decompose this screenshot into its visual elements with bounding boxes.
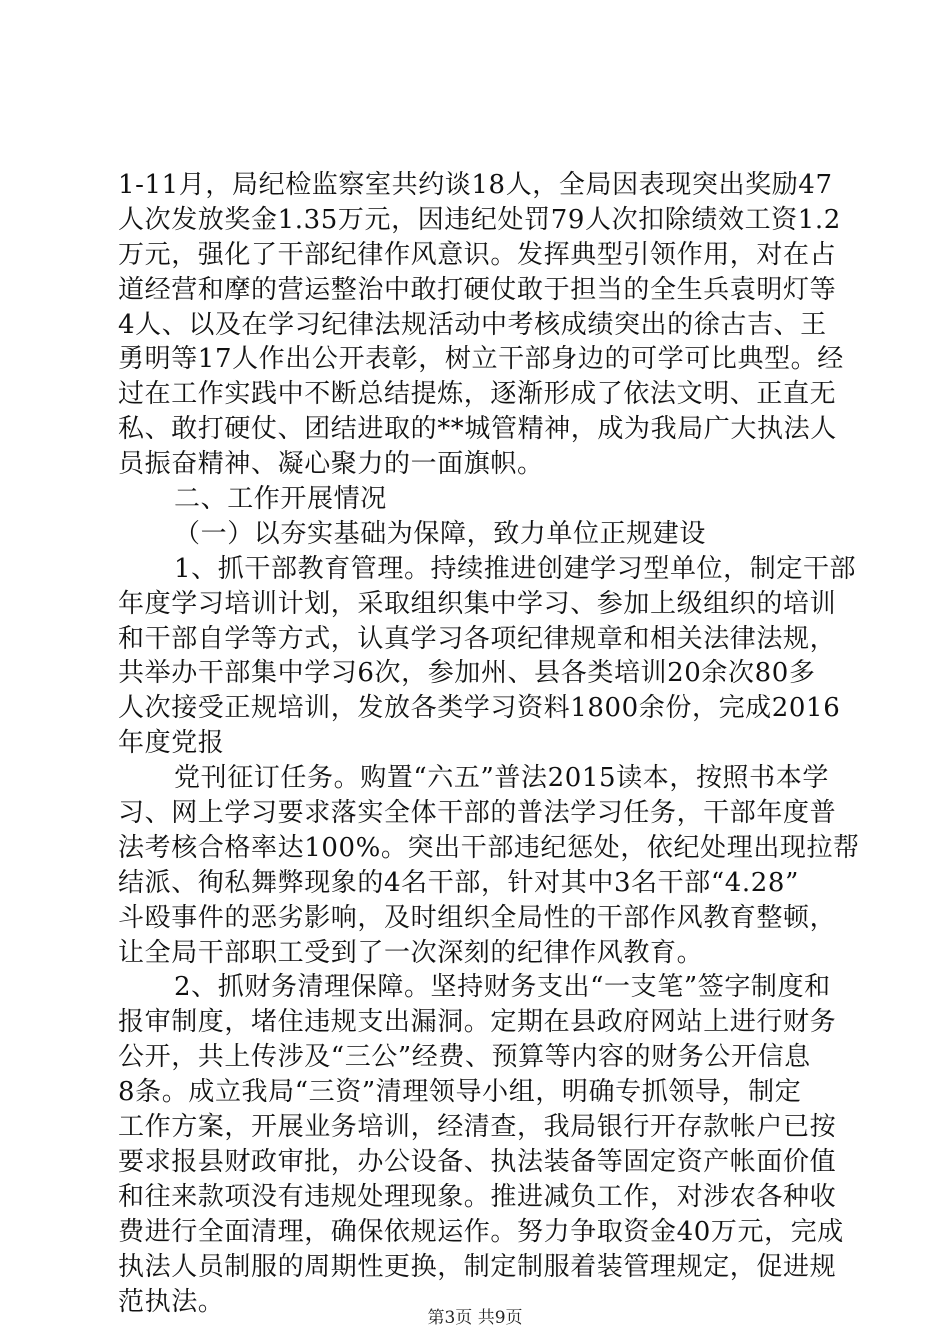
text-line: 人次接受正规培训，发放各类学习资料1800余份，完成2016 [118,693,841,724]
page-number-footer: 第3页 共9页 [427,1308,523,1328]
subsection-heading: （一）以夯实基础为保障，致力单位正规建设 [174,518,707,549]
text-line: 公开，共上传涉及“三公”经费、预算等内容的财务公开信息 [118,1042,811,1073]
text-line: 和往来款项没有违规处理现象。推进减负工作，对涉农各种收 [118,1181,837,1212]
document-body [118,168,860,1319]
text-line: 法考核合格率达100%。突出干部违纪惩处，依纪处理出现拉帮 [118,832,860,863]
text-line: 和干部自学等方式，认真学习各项纪律规章和相关法律法规， [118,623,837,654]
text-line: 工作方案，开展业务培训，经清查，我局银行开存款帐户已按 [118,1112,837,1143]
text-line: 年度党报 [118,728,225,759]
text-line: 8条。成立我局“三资”清理领导小组，明确专抓领导，制定 [118,1077,802,1108]
text-line: 勇明等17人作出公开表彰，树立干部身边的可学可比典型。经 [118,344,844,375]
text-line: 费进行全面清理，确保依规运作。努力争取资金40万元，完成 [118,1216,844,1247]
text-line: 结派、徇私舞弊现象的4名干部，针对其中3名干部“4.28” [118,867,799,898]
text-line: 共举办干部集中学习6次，参加州、县各类培训20余次80多 [118,658,816,689]
text-line: 私、敢打硬仗、团结进取的**城管精神，成为我局广大执法人 [118,414,837,445]
text-line: 过在工作实践中不断总结提炼，逐渐形成了依法文明、正直无 [118,379,837,410]
text-line: 党刊征订任务。购置“六五”普法2015读本，按照书本学 [174,763,829,794]
text-line: 1、抓干部教育管理。持续推进创建学习型单位，制定干部 [174,553,857,584]
text-line: 斗殴事件的恶劣影响，及时组织全局性的干部作风教育整顿， [118,902,837,933]
text-line: 范执法。 [118,1286,225,1317]
text-line: 要求报县财政审批，办公设备、执法装备等固定资产帐面价值 [118,1146,837,1177]
text-line: 习、网上学习要求落实全体干部的普法学习任务，干部年度普 [118,798,837,829]
text-line: 道经营和摩的营运整治中敢打硬仗敢于担当的全生兵袁明灯等 [118,274,837,305]
text-line: 执法人员制服的周期性更换，制定制服着装管理规定，促进规 [118,1251,837,1282]
section-heading: 二、工作开展情况 [174,484,387,515]
text-line: 员振奋精神、凝心聚力的一面旗帜。 [118,449,544,480]
text-line: 1-11月，局纪检监察室共约谈18人，全局因表现突出奖励47 [118,170,833,200]
text-line: 年度学习培训计划，采取组织集中学习、参加上级组织的培训 [118,588,837,619]
text-line: 报审制度，堵住违规支出漏洞。定期在县政府网站上进行财务 [118,1007,837,1038]
text-line: 万元，强化了干部纪律作风意识。发挥典型引领作用，对在占 [118,239,837,270]
text-line: 让全局干部职工受到了一次深刻的纪律作风教育。 [118,937,704,968]
text-line: 4人、以及在学习纪律法规活动中考核成绩突出的徐古吉、王 [118,309,827,340]
text-line: 人次发放奖金1.35万元，因违纪处罚79人次扣除绩效工资1.2 [118,204,841,235]
text-line: 2、抓财务清理保障。坚持财务支出“一支笔”签字制度和 [174,972,831,1003]
